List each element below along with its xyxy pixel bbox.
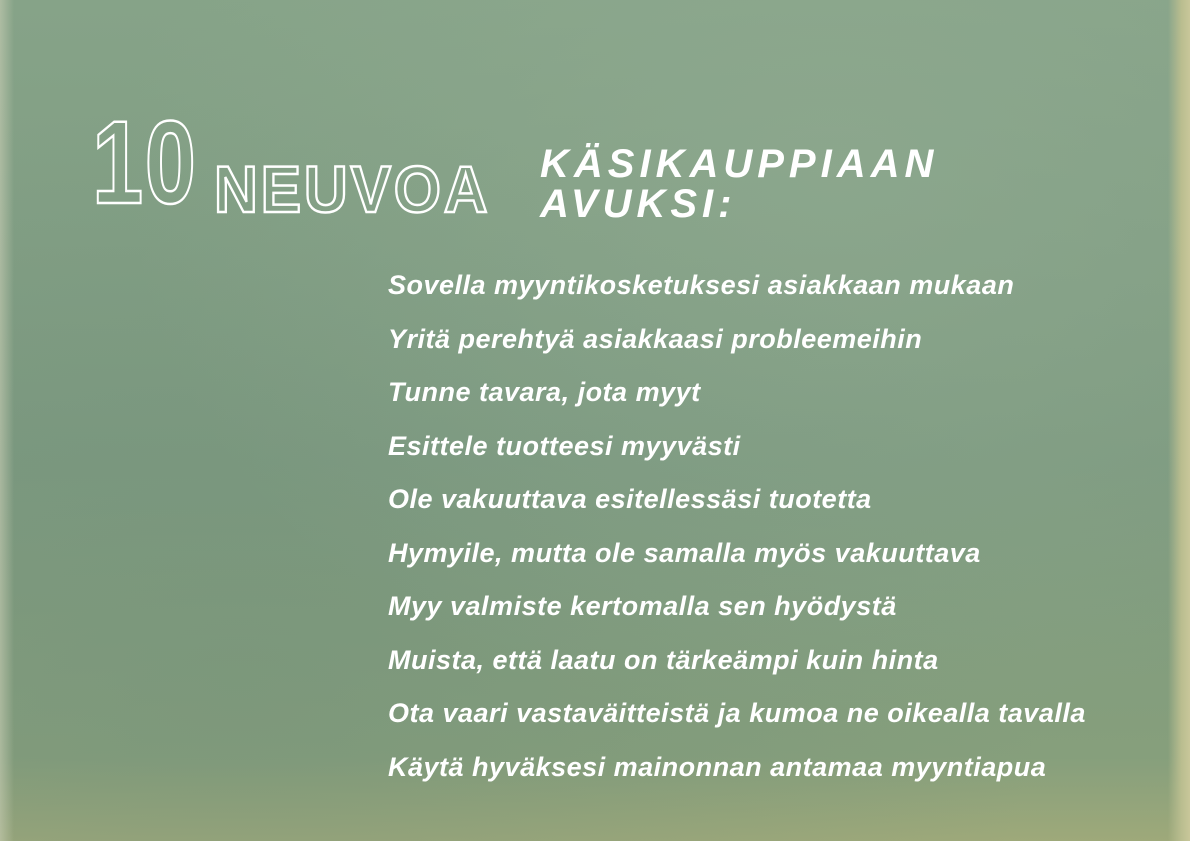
item-text: Ota vaari vastaväitteistä ja kumoa ne oikealla tavalla	[388, 698, 1086, 728]
item-text: Käytä hyväksesi mainonnan antamaa myyntiapua	[388, 751, 1047, 782]
item-text: Hymyile, mutta ole samalla myös vakuuttava	[388, 537, 981, 568]
item-text: Yritä perehtyä asiakkaasi probleemeihin	[388, 323, 923, 354]
page-heading	[92, 97, 1112, 229]
item-text: Tunne tavara, jota myyt	[388, 377, 701, 407]
item-text: Muista, että laatu on tärkeämpi kuin hinta	[388, 644, 939, 675]
heading-subtitle: KÄSIKAUPPIAAN AVUKSI:	[540, 142, 939, 226]
item-text: Sovella myyntikosketuksesi asiakkaan mukaan	[388, 270, 1015, 300]
heading-number: 10	[92, 97, 198, 229]
item-text: Ole vakuuttava esitellessäsi tuotetta	[388, 484, 872, 514]
item-text: Myy valmiste kertomalla sen hyödystä	[388, 591, 897, 621]
item-text: Esittele tuotteesi myyvästi	[388, 430, 741, 461]
heading-word: NEUVOA	[214, 152, 491, 226]
